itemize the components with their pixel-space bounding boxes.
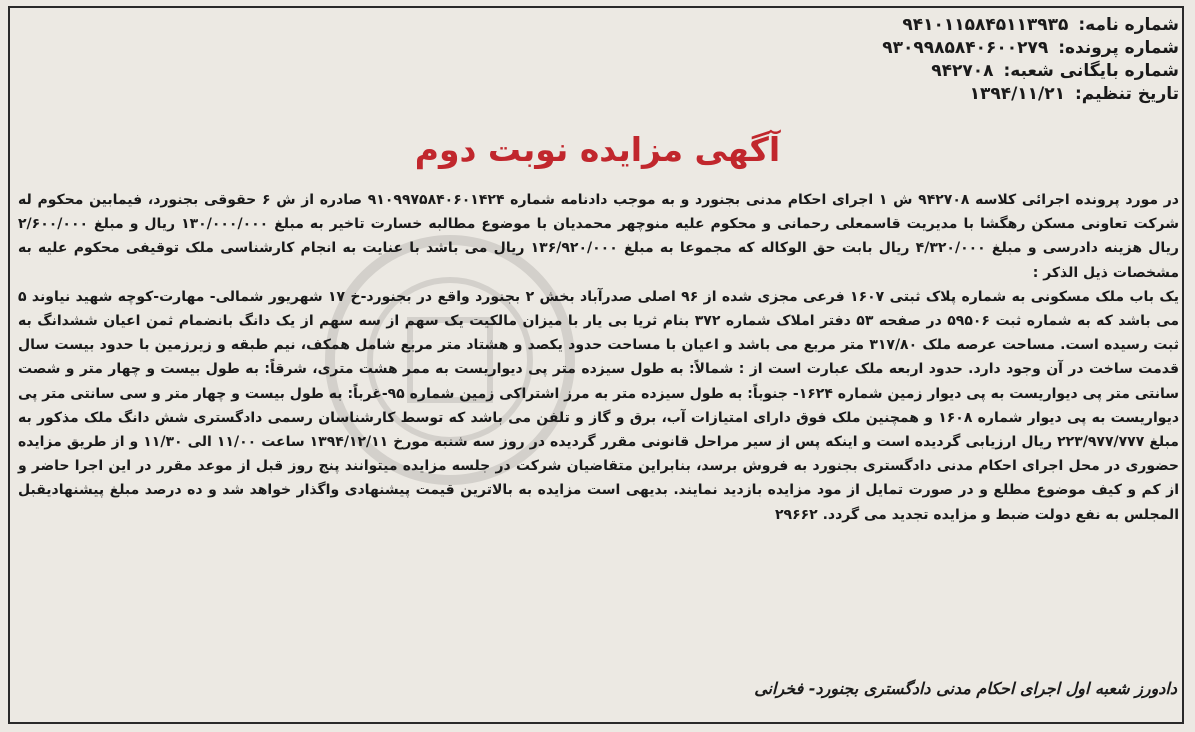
date-value: ۱۳۹۴/۱۱/۲۱	[969, 84, 1066, 104]
letter-number-value: ۹۴۱۰۱۱۵۸۴۵۱۱۳۹۳۵	[902, 15, 1069, 35]
date-row	[759, 83, 1179, 106]
letter-number-label: شماره نامه:	[1078, 15, 1179, 35]
case-number-row	[759, 37, 1179, 60]
notice-title: آگهی مزایده نوبت دوم	[414, 130, 781, 169]
archive-number-row	[759, 60, 1179, 83]
case-number-label: شماره پرونده:	[1058, 38, 1179, 58]
letter-number-row	[759, 14, 1179, 37]
notice-body	[18, 188, 1179, 527]
notice-metadata	[759, 14, 1179, 106]
body-paragraph-intro: در مورد پرونده اجرائی کلاسه ۹۴۲۷۰۸ ش ۱ اجرای احکام مدنی بجنورد و به موجب دادنامه شماره ۹۱۰۹۹۷۵۸۴۰۶۰۱۴۲۴ صادره از ش ۶ حقوقی بجنورد، فیمابین محکوم له شرکت تعاونی مسکن رهگشا با مدیریت قاسمعلی رحمانی و محکوم علیه منوچهر محمدیان با موضوع مطالبه خسارت تاخیر به مبلغ ۱۳۰/۰۰۰/۰۰۰ ریال و مبلغ ۲/۶۰۰/۰۰۰ ریال هزینه دادرسی و مبلغ ۴/۳۲۰/۰۰۰ ریال بابت حق الوکاله که مجموعا به مبلغ ۱۳۶/۹۲۰/۰۰۰ ریال می باشد با عنایت به انجام کارشناسی ملک توقیفی محکوم علیه به مشخصات ذیل الذکر :	[18, 192, 1179, 281]
case-number-value: ۹۳۰۹۹۸۵۸۴۰۶۰۰۲۷۹	[882, 38, 1049, 58]
date-label: تاریخ تنظیم:	[1074, 84, 1179, 104]
archive-number-value: ۹۴۲۷۰۸	[931, 61, 994, 81]
notice-signature: دادورز شعبه اول اجرای احکام مدنی دادگستری بجنورد- فخرانی	[754, 679, 1177, 698]
archive-number-label: شماره بایگانی شعبه:	[1003, 61, 1179, 81]
body-paragraph-property: یک باب ملک مسکونی به شماره پلاک ثبتی ۱۶۰۷ فرعی مجزی شده از ۹۶ اصلی صدرآباد بخش ۲ بجنورد واقع در بجنورد-خ ۱۷ شهریور شمالی- مهارت-کوچه شهید نیاوند ۵ می باشد که به شماره ثبت ۵۹۵۰۶ در صفحه ۵۳ دفتر املاک شماره ۳۷۲ بنام ثریا بی یار با میزان مالکیت یک سهم از سه سهم از یک دانگ بانضمام ثمن اعیان ششدانگ به ثبت رسیده است. مساحت عرصه ملک ۳۱۷/۸۰ متر مربع می باشد و اعیان با مساحت حدود یکصد و هشتاد متر مربع شامل همکف، نیم طبقه و زیرزمین با حدود بیست سال قدمت ساخت در آن وجود دارد. حدود اربعه ملک عبارت است از : شمالاً: به طول سیزده متر پی دیواریست به ممر هشت متری، شرقاً: به طول بیست و چهار متر و شصت سانتی متر پی دیواریست به پی دیوار زمین شماره ۱۶۲۴- جنوباً: به طول سیزده متر به مرز اشتراکی زمین شماره ۹۵-غرباً: به طول بیست و چهار متر و سی سانتی متر پی دیواریست به پی دیوار شماره ۱۶۰۸ و همچنین ملک فوق دارای امتیازات آب، برق و گاز و تلفن می باشد که توسط کارشناسان رسمی دادگستری شش دانگ ملک مذکور به مبلغ ۲۲۳/۹۷۷/۷۷۷ ریال ارزیابی گردیده است و اینکه پس از سیر مراحل قانونی مقرر گردیده در روز سه شنبه مورخ ۱۳۹۴/۱۲/۱۱ ساعت ۱۱/۰۰ الی ۱۱/۳۰ و از طریق مزایده حضوری در محل اجرای احکام مدنی دادگستری بجنورد به فروش برسد، بنابراین متقاضیان شرکت در جلسه مزایده میتوانند پنج روز قبل از موعد مقرر در این اجرا حاضر و از کم و کیف موضوع مطلع و در صورت تمایل از مود مزایده بازدید نمایند. بدیهی است مزایده به بالاترین قیمت پیشنهادی واگذار خواهد شد و ده درصد مبلغ پیشنهادیقبل المجلس به نفع دولت ضبط و مزایده تجدید می گردد. ۲۹۶۶۲	[18, 288, 1180, 523]
